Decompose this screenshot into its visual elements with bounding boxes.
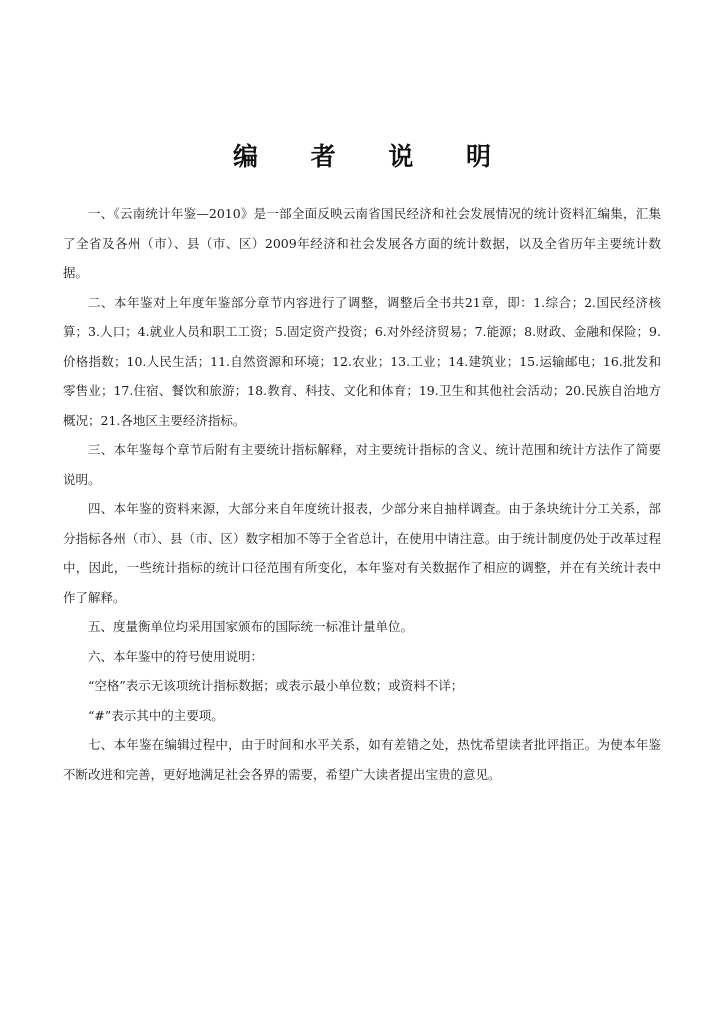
paragraph-3: 三、本年鉴每个章节后附有主要统计指标解释，对主要统计指标的含义、统计范围和统计方法作了简要说明。 (63, 442, 661, 487)
symbol-note-blank: “空格”表示无该项统计指标数据；或表示最小单位数；或资料不详； (88, 678, 464, 693)
symbol-note-hash: “#”表示其中的主要项。 (88, 707, 224, 723)
document-body (63, 199, 661, 789)
paragraph-5: 五、度量衡单位均采用国家颁布的国际统一标准计量单位。 (88, 619, 414, 634)
paragraph-7: 七、本年鉴在编辑过程中，由于时间和水平关系，如有差错之处，热忱希望读者批评指正。为使本年鉴不断改进和完善，更好地满足社会各界的需要，希望广大读者提出宝贵的意见。 (63, 737, 661, 782)
paragraph-2: 二、本年鉴对上年度年鉴部分章节内容进行了调整，调整后全书共21章，即：1.综合；2.国民经济核算；3.人口；4.就业人员和职工工资；5.固定资产投资；6.对外经济贸易；7.能源；8.财政、金融和保险；9.价格指数；10.人民生活；11.自然资源和环境；12.农业；13.工业；14.建筑业；15.运输邮电；16.批发和零售业；17.住宿、餐饮和旅游；18.教育、科技、文化和体育；19.卫生和其他社会活动；20.民族自治地方概况；21.各地区主要经济指标。 (63, 294, 661, 428)
paragraph-6: 六、本年鉴中的符号使用说明： (88, 648, 264, 664)
paragraph-4: 四、本年鉴的资料来源，大部分来自年度统计报表，少部分来自抽样调查。由于条块统计分工关系，部分指标各州（市）、县（市、区）数字相加不等于全省总计，在使用中请注意。由于统计制度仍处于改革过程中，因此，一些统计指标的统计口径范围有所变化，本年鉴对有关数据作了相应的调整，并在有关统计表中作了解释。 (63, 501, 661, 605)
paragraph-1: 一、《云南统计年鉴—2010》是一部全面反映云南省国民经济和社会发展情况的统计资料汇编集，汇集了全省及各州（市）、县（市、区）2009年经济和社会发展各方面的统计数据，以及全省历年主要统计数据。 (63, 206, 661, 280)
page-title: 编 者 说 明 (232, 141, 514, 171)
